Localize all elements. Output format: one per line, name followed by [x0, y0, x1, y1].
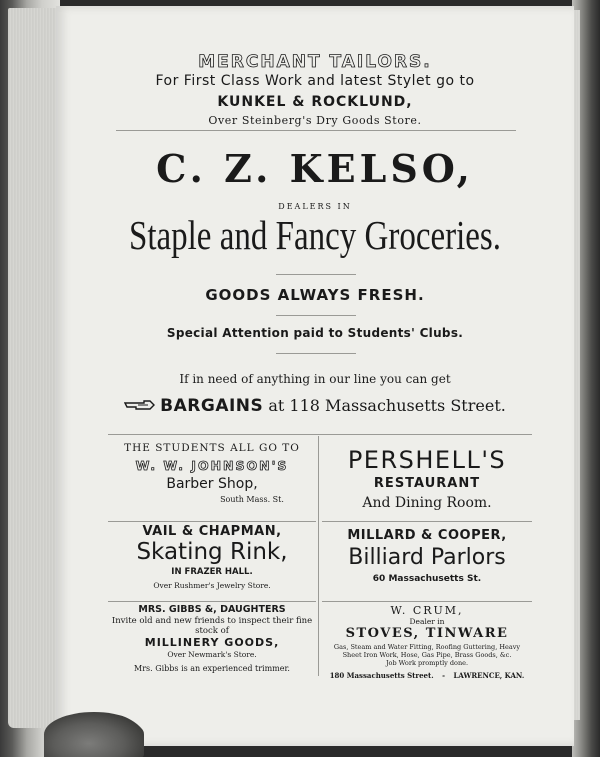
gibbs-invite-2: stock of [195, 626, 229, 636]
crum-ad [322, 604, 532, 680]
crum-stoves: STOVES, TINWARE [345, 626, 509, 641]
page-edge [574, 10, 580, 720]
vail-hall: IN FRAZER HALL. [171, 567, 253, 577]
grid-line-right-1 [322, 521, 532, 522]
pershell-name: PERSHELL'S [347, 446, 507, 474]
divider [276, 353, 356, 354]
divider [116, 130, 516, 131]
kelso-dealers: DEALERS IN [278, 202, 352, 211]
grid-line-left-1 [108, 521, 316, 522]
divider [276, 274, 356, 275]
grid-line-right-2 [322, 601, 532, 602]
merchant-line: For First Class Work and latest Stylet go to [155, 73, 475, 89]
johnson-intro: THE STUDENTS ALL GO TO [124, 442, 300, 454]
grid-line-center [318, 436, 319, 676]
grid-line-top [108, 434, 532, 435]
advertisement-page [56, 6, 574, 746]
vail-ad [108, 524, 316, 590]
bargains-address: at 118 Massachusetts Street. [268, 396, 506, 415]
crum-footer [322, 671, 532, 680]
kelso-need: If in need of anything in our line you can get [179, 372, 451, 386]
divider [276, 315, 356, 316]
bargains-label: BARGAINS [160, 396, 264, 416]
thumb-holding-page [44, 712, 144, 757]
millard-ad [322, 528, 532, 584]
gibbs-over: Over Newmark's Store. [167, 650, 257, 659]
gibbs-ad [108, 604, 316, 673]
gibbs-invite-1: Invite old and new friends to inspect their fine [111, 616, 313, 626]
johnson-ad [108, 442, 316, 504]
merchant-title: MERCHANT TAILORS. [198, 52, 432, 72]
book-left-pages [0, 0, 60, 757]
millard-parlors: Billiard Parlors [348, 545, 506, 570]
millard-address: 60 Massachusetts St. [372, 574, 482, 584]
kelso-clubs: Special Attention paid to Students' Clubs. [166, 326, 464, 340]
gibbs-name: MRS. GIBBS &, DAUGHTERS [138, 604, 286, 615]
kelso-bargains [56, 396, 574, 416]
vail-rink: Skating Rink, [136, 539, 288, 565]
crum-dash: - [442, 671, 446, 680]
merchant-address: Over Steinberg's Dry Goods Store. [208, 114, 422, 127]
vail-over: Over Rushmer's Jewelry Store. [153, 581, 271, 590]
millard-name: MILLARD & COOPER, [347, 528, 507, 543]
pershell-dining: And Dining Room. [362, 495, 492, 511]
johnson-name: W. W. JOHNSON'S [135, 458, 289, 473]
grid-line-left-2 [108, 601, 316, 602]
merchant-name: KUNKEL & ROCKLUND, [217, 94, 413, 110]
crum-city: LAWRENCE, KAN. [453, 671, 525, 680]
pershell-ad [322, 446, 532, 511]
kelso-name: C. Z. KELSO, [156, 146, 474, 191]
pershell-restaurant: RESTAURANT [373, 476, 481, 491]
crum-line-1: Gas, Steam and Water Fitting, Roofing Guttering, Heavy [333, 643, 521, 651]
kelso-goods: Staple and Fancy Groceries. [128, 214, 502, 259]
crum-dealer: Dealer in [409, 617, 445, 626]
crum-name: W. CRUM, [390, 604, 464, 617]
crum-line-2: Sheet Iron Work, Hose, Gas Pipe, Brass Goods, &c. [342, 651, 512, 659]
johnson-address: South Mass. St. [220, 495, 284, 504]
page-stack [8, 8, 58, 728]
gibbs-trimmer: Mrs. Gibbs is an experienced trimmer. [134, 664, 290, 673]
johnson-shop: Barber Shop, [166, 476, 258, 492]
crum-line-3: Job Work promptly done. [385, 659, 469, 667]
book-right-edge [572, 0, 600, 757]
pointing-hand-icon [124, 397, 156, 416]
gibbs-goods: MILLINERY GOODS, [144, 636, 280, 649]
crum-street: 180 Massachusetts Street. [329, 671, 434, 680]
kelso-fresh: GOODS ALWAYS FRESH. [205, 286, 425, 304]
vail-name: VAIL & CHAPMAN, [142, 524, 282, 539]
